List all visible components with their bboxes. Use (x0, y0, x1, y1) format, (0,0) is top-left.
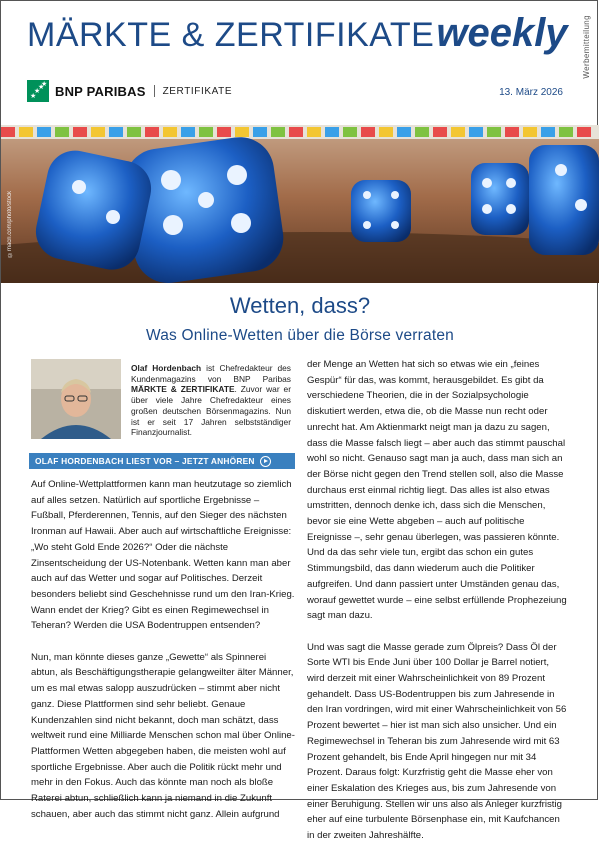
article-title: Wetten, dass? (229, 293, 371, 318)
podcast-listen-button[interactable] (29, 453, 295, 469)
podcast-label: OLAF HORDENBACH LIEST VOR – JETZT ANHÖREN (35, 456, 255, 466)
paragraph: Nun, man könnte dieses ganze „Gewette“ als Spinnerei abtun, als Beschäftigungstherapie gelangweilter älter Männer, um es mal etwas salopp auszudrücken – stimmt aber nicht ganz. Diese Plattformen sind sehr beliebt. Genaue Kundenzahlen sind nicht bekannt, doch man schätzt, dass weltweit rund eine Milliarde Menschen schon mal über Online-Plattformen Wetten abgegeben haben, die meisten wohl auf sportliche Ergebnisse. Aber auch die Politik rückt mehr und mehr in den Fokus. Auch das könnte man noch als bloße Raterei abtun, schließlich kann ja niemand in die Zukunft schauen, aber auch das stimmt nicht ganz. Allein aufgrund (31, 651, 295, 820)
author-bio-part2: . Zuvor war er über viele Jahre Chefredakteur eines großen deutschen Börsenmagazins. Nun ist er seit 17 Jahren selbstständiger Finanzjournalist. (131, 384, 291, 438)
paragraph: Und was sagt die Masse gerade zum Ölpreis? Dass Öl der Sorte WTI bis Ende Juni über 100 Dollar je Barrel notiert, wird derzeit mit einer Wahrscheinlichkeit von 89 Prozent gehandelt. Dass US-Bodentruppen bis zum Jahresende in den Iran vordringen, wird mit einer Wahrscheinlichkeit von 56 Prozent bewertet – hier ist man sich also unsicher. Und ein Regimewechsel in Teheran bis zum Jahresende wird mit 63 Prozent gehandelt, bis Ende April hingegen nur mit 34 Prozent. Daraus folgt: Kurzfristig geht die Masse eher von einer Eskalation des Krieges aus, bis zum Jahresende von einer Beruhigung. Stellen wir uns also als Anleger kurzfristig eher auf eine turbulente Börsenphase ein, mit Kaufchancen in der zweiten Jahreshälfte. (307, 641, 567, 842)
brand-name: BNP PARIBAS (55, 83, 146, 99)
article-subtitle: Was Online-Wetten über die Börse verraten (145, 327, 454, 344)
author-bio-part1: ist Chefredakteur des Kundenmagazins von BNP Paribas (131, 363, 291, 384)
paragraph: der Menge an Wetten hat sich so etwas wie ein „feines Gespür“ für das, was kommt, herausgebildet. Es gibt da verschiedene Theorien, die in der Sozialpsychologie diskutiert werden, etwa die, ob die Masse nun recht oder unrecht hat. Am Aktienmarkt neigt man ja dazu zu sagen, dass die Masse falsch liegt – aber auch das stimmt pauschal wohl so nicht. Genauso sagt man ja auch, dass man sich an der Börse nicht gegen den Trend stellen soll, also die Masse durchaus erst einmal richtig liegt. Das alles ist also etwas umstritten, dennoch denke ich, dass sich die Menschen, bevor sie eine Wette abgeben – auch auf politische Ereignisse –, sehr genau überlegen, was passieren könnte. Und da das sehr viele tun, ergibt das schon ein gutes Stimmungsbild, das dann wiederum auch die Politiker aufgreifen. Und dann passiert unter Umständen genau das, worauf gewettet wurde – eine selbst erfüllende Prophezeiung sagt man dazu. (307, 359, 567, 622)
brand-sub: ZERTIFIKATE (162, 85, 233, 97)
brand-bar (27, 79, 232, 103)
masthead-weekly: weekly (436, 11, 568, 55)
author-name: Olaf Hordenbach (131, 363, 202, 373)
dice-illustration (1, 125, 599, 283)
photo-credit: ©macri.com/photo/stock (7, 191, 13, 258)
author-bio (131, 363, 291, 438)
issue-date: 13. März 2026 (499, 87, 563, 98)
brand-divider (154, 85, 155, 97)
masthead-title: MÄRKTE & ZERTIFIKATE (27, 16, 435, 54)
paragraph: Auf Online-Wettplattformen kann man heutzutage so ziemlich auf alles setzen. Natürlich auf sportliche Ergebnisse – Fußball, Pferderennen, Tennis, auf den Sieger des nächsten Ironman auf Hawaii. Aber auch auf wirtschaftliche Ereignisse: „Wo steht Gold Ende 2026?“ Oder die nächste Zinsentscheidung der US-Notenbank. Wetten kann man aber auch auf das Wetter und sogar auf Politisches. Derzeit besonders beliebt sind Geschehnisse rund um den Iran-Krieg. Wann endet der Krieg? Gibt es einen Regimewechsel in Teheran? Werden die USA Bodentruppen entsenden? (31, 479, 295, 632)
bnp-stars-logo-icon: ★ ★ ★ ★ (27, 80, 49, 102)
article-column-right (307, 357, 569, 859)
author-portrait (31, 359, 121, 439)
play-icon[interactable] (260, 456, 271, 467)
masthead (27, 11, 567, 71)
author-photo (31, 359, 121, 439)
advertisement-note: Werbemitteilung (582, 15, 591, 79)
hero-image-dice (1, 125, 599, 283)
author-magazine: MÄRKTE & ZERTIFIKATE (131, 384, 235, 395)
article-column-left (31, 477, 295, 838)
